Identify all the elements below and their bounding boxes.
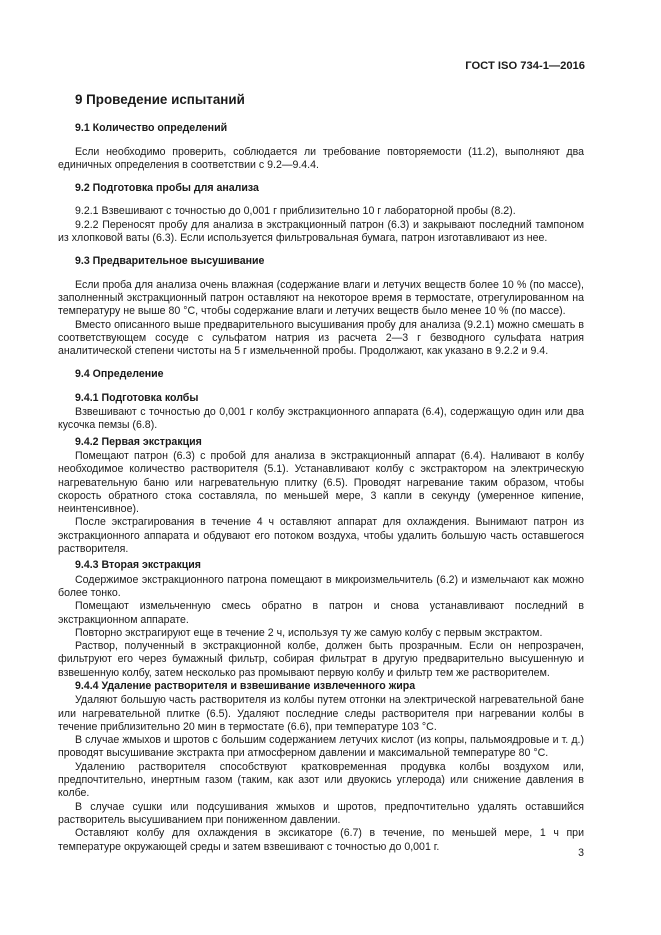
subsection-heading: 9.2 Подготовка пробы для анализа xyxy=(75,182,259,195)
paragraph: Если необходимо проверить, соблюдается ли требование повторяемости (11.2), выполняют два единичных определения в соответствии с 9.2—9.4.4. xyxy=(58,145,584,171)
subsection-heading: 9.3 Предварительное высушивание xyxy=(75,255,265,268)
clause-heading: 9.4.1 Подготовка колбы xyxy=(75,391,199,404)
subsection-heading: 9.1 Количество определений xyxy=(75,122,228,135)
section-heading: 9 Проведение испытаний xyxy=(75,92,245,107)
page-number: 3 xyxy=(578,847,584,859)
paragraph: 9.2.1 Взвешивают с точностью до 0,001 г приблизительно 10 г лабораторной пробы (8.2). xyxy=(75,205,516,218)
subsection-heading: 9.4 Определение xyxy=(75,368,164,381)
paragraph: Содержимое экстракционного патрона помещают в микроизмельчитель (6.2) и измельчают как можно более тонко. xyxy=(58,573,584,599)
paragraph: Помещают измельченную смесь обратно в патрон и снова устанавливают последний в экстракционном аппарате. xyxy=(58,600,584,626)
paragraph: Оставляют колбу для охлаждения в эксикаторе (6.7) в течение, по меньшей мере, 1 ч при температуре окружающей среды и затем взвешивают с точностью до 0,001 г. xyxy=(58,827,584,853)
document-code: ГОСТ ISO 734-1—2016 xyxy=(465,60,585,72)
paragraph: Если проба для анализа очень влажная (содержание влаги и летучих веществ более 10 % (по массе), заполненный экстракционный патрон оставляют на некоторое время в термостате, отрегулированном на температуру не выше 80 °С, чтобы содержание влаги и летучих веществ было менее 10 % (по массе). xyxy=(58,278,584,318)
paragraph: Удалению растворителя способствуют кратковременная продувка колбы воздухом или, предпочтительно, инертным газом (таким, как азот или двуокись углерода) или снижение давления в колбе. xyxy=(58,760,584,800)
paragraph: Взвешивают с точностью до 0,001 г колбу экстракционного аппарата (6.4), содержащую один или два кусочка пемзы (6.8). xyxy=(58,406,584,432)
paragraph: 9.2.2 Переносят пробу для анализа в экстракционный патрон (6.3) и закрывают последний тампоном из хлопковой ваты (6.3). Если используется фильтровальная бумага, патрон изготавливают из нее. xyxy=(58,218,584,245)
paragraph: Помещают патрон (6.3) с пробой для анализа в экстракционный аппарат (6.4). Наливают в колбу необходимое количество растворителя (5.1). Устанавливают колбу с экстрактором на электрическую нагревательную баню или нагревательную плитку (6.5). Проводят нагревание таким образом, чтобы скорость обратного стока составляла, по меньшей мере, 3 капли в секунду (умеренное кипение, неинтенсивное). xyxy=(58,449,584,516)
document-body xyxy=(58,93,584,854)
paragraph: Удаляют большую часть растворителя из колбы путем отгонки на электрической нагревательной бане или нагревательной плитке (6.5). Удаляют последние следы растворителя при нагревании колбы в течение приблизительно 20 мин в термостате (6.6), при температуре 103 °С. xyxy=(58,694,584,733)
paragraph: В случае жмыхов и шротов с большим содержанием летучих кислот (из копры, пальмоядровые и т. д.) проводят высушивание экстракта при атмосферном давлении и максимальной температуре 80 °С. xyxy=(58,734,584,760)
paragraph: Повторно экстрагируют еще в течение 2 ч, используя ту же самую колбу с первым экстрактом. xyxy=(75,626,543,639)
clause-heading: 9.4.2 Первая экстракция xyxy=(75,435,202,448)
clause-heading: 9.4.4 Удаление растворителя и взвешивание извлеченного жира xyxy=(75,679,416,692)
paragraph: После экстрагирования в течение 4 ч оставляют аппарат для охлаждения. Вынимают патрон из экстракционного аппарата и обдувают его потоком воздуха, чтобы удалить большую часть оставшегося растворителя. xyxy=(58,516,584,556)
clause-heading: 9.4.3 Вторая экстракция xyxy=(75,559,201,572)
paragraph: Вместо описанного выше предварительного высушивания пробу для анализа (9.2.1) можно смешать в соответствующем сосуде с сульфатом натрия из расчета 2—3 г безводного сульфата натрия аналитической степени чистоты на 5 г измельченной пробы. Продолжают, как указано в 9.2.2 и 9.4. xyxy=(58,318,584,358)
paragraph: В случае сушки или подсушивания жмыхов и шротов, предпочтительно удалять оставшийся растворитель высушиванием при пониженном давлении. xyxy=(58,800,584,826)
paragraph: Раствор, полученный в экстракционной колбе, должен быть прозрачным. Если он непрозрачен, фильтруют его через бумажный фильтр, собирая фильтрат в другую предварительно высушенную и взвешенную колбу, затем несколько раз промывают первую колбу и фильтр тем же растворителем. xyxy=(58,640,584,679)
